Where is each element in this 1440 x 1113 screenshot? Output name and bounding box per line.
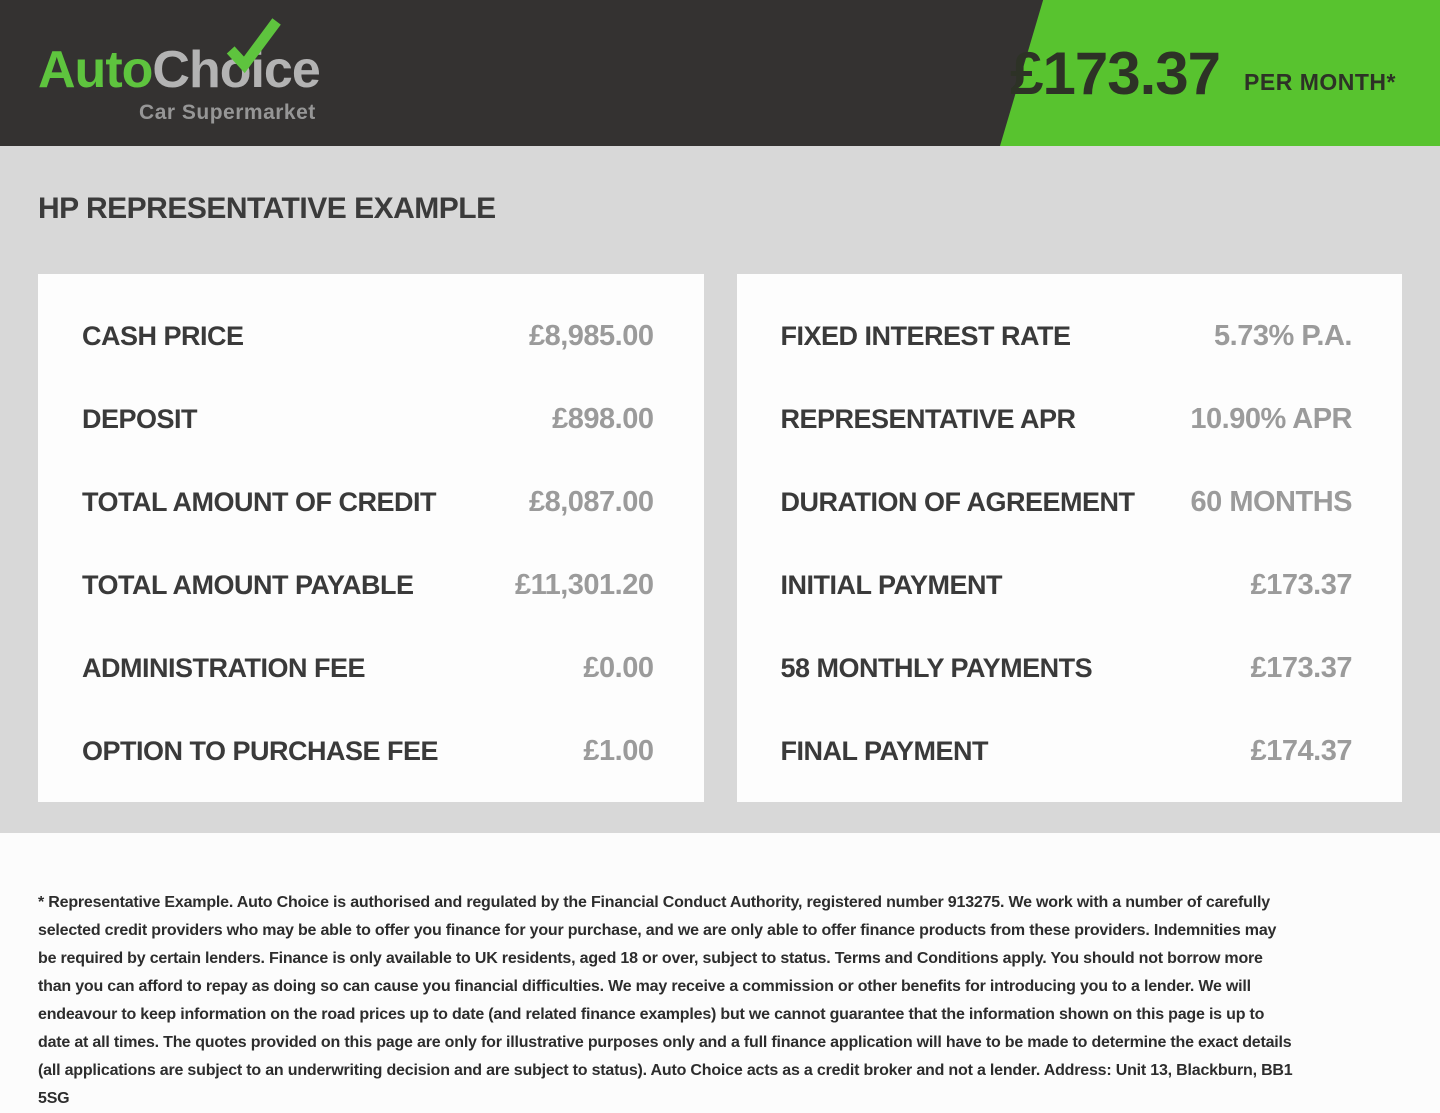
row-label: ADMINISTRATION FEE	[82, 653, 365, 683]
finance-row-cash-price	[82, 320, 654, 353]
row-value: £174.37	[1250, 735, 1352, 767]
monthly-price-suffix: PER MONTH*	[1244, 68, 1396, 95]
row-label: TOTAL AMOUNT PAYABLE	[82, 570, 414, 600]
row-label: TOTAL AMOUNT OF CREDIT	[82, 487, 436, 517]
site-header	[0, 0, 1440, 146]
finance-row-option-fee	[82, 735, 654, 768]
row-label: 58 MONTHLY PAYMENTS	[780, 653, 1093, 683]
logo-text-auto: Auto	[38, 41, 153, 99]
finance-example-section	[0, 146, 1440, 833]
row-label: REPRESENTATIVE APR	[780, 404, 1076, 434]
finance-row-initial-payment	[781, 569, 1353, 602]
row-value: £898.00	[552, 403, 654, 435]
finance-row-duration	[781, 486, 1353, 519]
monthly-price-banner	[1010, 0, 1396, 146]
finance-row-monthly-payments	[781, 652, 1353, 685]
row-value: £0.00	[583, 652, 654, 684]
logo-text-choice: Choice	[152, 41, 320, 99]
finance-row-deposit	[82, 403, 654, 436]
row-value: 60 MONTHS	[1190, 486, 1352, 518]
finance-row-admin-fee	[82, 652, 654, 685]
finance-row-total-credit	[82, 486, 654, 519]
row-value: £1.00	[583, 735, 654, 767]
finance-panel-left	[38, 274, 704, 802]
checkmark-icon	[222, 14, 284, 76]
finance-row-apr	[781, 403, 1353, 436]
row-label: DEPOSIT	[82, 404, 198, 434]
row-label: FINAL PAYMENT	[780, 736, 989, 766]
row-label: FIXED INTEREST RATE	[780, 321, 1071, 351]
row-label: OPTION TO PURCHASE FEE	[82, 736, 439, 766]
page-title: HP REPRESENTATIVE EXAMPLE	[38, 192, 496, 225]
representative-example-disclaimer: * Representative Example. Auto Choice is authorised and regulated by the Financial Conduct Authority, registered number 913275. We work with a number of carefully selected credit providers who may be able to offer you finance for your purchase, and we are only able to offer finance products from these providers. Indemnities may be required by certain lenders. Finance is only available to UK residents, aged 18 or over, subject to status. Terms and Conditions apply. You should not borrow more than you can afford to repay as doing so can cause you financial difficulties. We may receive a commission or other benefits for introducing you to a lender. We will endeavour to keep information on the road prices up to date (and related finance examples) but we cannot guarantee that the information shown on this page is up to date at all times. The quotes provided on this page are only for illustrative purposes only and a full finance application will have to be made to determine the exact details (all applications are subject to an underwriting decision and are subject to status). Auto Choice acts as a credit broker and not a lender. Address: Unit 13, Blackburn, BB1 5SG	[38, 894, 1293, 1107]
row-value: £8,087.00	[528, 486, 654, 518]
row-value: 10.90% APR	[1190, 403, 1352, 435]
finance-row-final-payment	[781, 735, 1353, 768]
row-label: CASH PRICE	[82, 321, 244, 351]
finance-row-total-payable	[82, 569, 654, 602]
row-value: 5.73% P.A.	[1214, 320, 1352, 352]
row-value: £173.37	[1250, 569, 1352, 601]
row-value: £11,301.20	[514, 569, 654, 601]
footer	[0, 833, 1440, 1113]
row-label: DURATION OF AGREEMENT	[780, 487, 1135, 517]
finance-panels	[0, 226, 1440, 802]
logo-wordmark	[38, 41, 320, 99]
row-label: INITIAL PAYMENT	[780, 570, 1003, 600]
finance-panel-right	[737, 274, 1403, 802]
logo-tagline: Car Supermarket	[139, 101, 316, 124]
row-value: £8,985.00	[528, 320, 654, 352]
monthly-price-value: £173.37	[1010, 39, 1221, 107]
autochoice-logo[interactable]	[38, 41, 320, 124]
row-value: £173.37	[1250, 652, 1352, 684]
finance-row-interest-rate	[781, 320, 1353, 353]
